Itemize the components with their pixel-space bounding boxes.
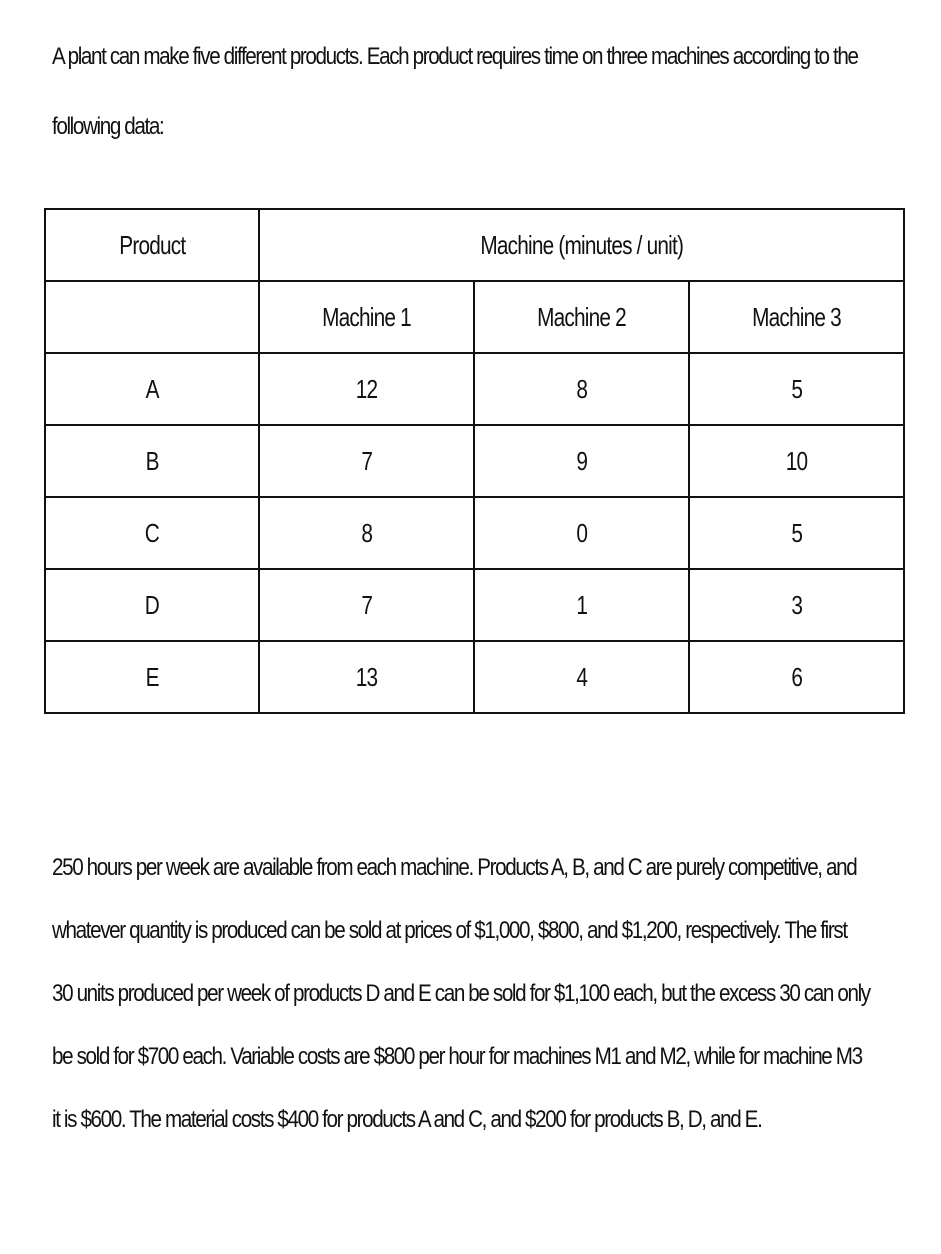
machine-3-header: Machine 3 [752,301,841,332]
machine-1-cell [259,641,474,713]
product-cell [45,641,259,713]
machine-3-cell [689,497,904,569]
machine-2-header: Machine 2 [537,301,626,332]
conditions-paragraph [52,836,870,1151]
machine-1-header-cell [259,281,474,353]
machine-3-cell [689,641,904,713]
product-cell [45,425,259,497]
machine-3-cell [689,569,904,641]
machine-2-cell [474,425,689,497]
machine-1-value: 7 [361,589,372,620]
empty-header-cell [45,281,259,353]
product-label: A [145,373,159,404]
product-cell [45,353,259,425]
intro-line: A plant can make five different products. Each product requires time on three machines according to the [52,43,858,70]
machine-1-cell [259,569,474,641]
machine-3-cell [689,425,904,497]
machine-2-cell [474,641,689,713]
machine-3-value: 5 [791,373,802,404]
machine-2-value: 9 [576,445,587,476]
product-cell [45,497,259,569]
table-subheader-row [45,281,904,353]
machine-2-value: 4 [576,661,587,692]
conditions-line: be sold for $700 each. Variable costs are $800 per hour for machines M1 and M2, while for machine M3 [52,1043,862,1070]
product-header-cell [45,209,259,281]
machine-1-value: 12 [355,373,378,404]
machine-1-cell [259,353,474,425]
conditions-line: whatever quantity is produced can be sold at prices of $1,000, $800, and $1,200, respectively. The first [52,917,847,944]
table-header-row [45,209,904,281]
machine-2-value: 1 [576,589,587,620]
machine-3-cell [689,353,904,425]
machine-3-value: 3 [791,589,802,620]
machine-3-value: 6 [791,661,802,692]
machine-3-value: 10 [785,445,808,476]
machine-1-value: 7 [361,445,372,476]
machine-2-cell [474,497,689,569]
machine-3-value: 5 [791,517,802,548]
product-cell [45,569,259,641]
machine-2-cell [474,353,689,425]
machine-2-value: 8 [576,373,587,404]
machine-group-header: Machine (minutes / unit) [480,229,683,260]
machine-2-cell [474,569,689,641]
product-label: D [144,589,160,620]
table-row [45,569,904,641]
conditions-line: it is $600. The material costs $400 for products A and C, and $200 for products B, D, and E. [52,1106,762,1133]
machine-1-cell [259,425,474,497]
conditions-line: 250 hours per week are available from each machine. Products A, B, and C are purely competitive, and [52,854,857,881]
conditions-line: 30 units produced per week of products D and E can be sold for $1,100 each, but the excess 30 can only [52,980,870,1007]
table-row [45,497,904,569]
machine-1-header: Machine 1 [322,301,411,332]
intro-line: following data: [52,113,164,140]
product-label: B [145,445,159,476]
machine-1-value: 8 [361,517,372,548]
product-label: E [145,661,159,692]
machine-1-value: 13 [355,661,378,692]
machine-group-header-cell [259,209,904,281]
table-row [45,353,904,425]
machine-2-value: 0 [576,517,587,548]
product-label: C [144,517,160,548]
product-header: Product [118,229,186,260]
machine-time-table [44,208,905,714]
table-row [45,425,904,497]
intro-paragraph [52,22,858,162]
machine-2-header-cell [474,281,689,353]
machine-1-cell [259,497,474,569]
machine-3-header-cell [689,281,904,353]
table-row [45,641,904,713]
